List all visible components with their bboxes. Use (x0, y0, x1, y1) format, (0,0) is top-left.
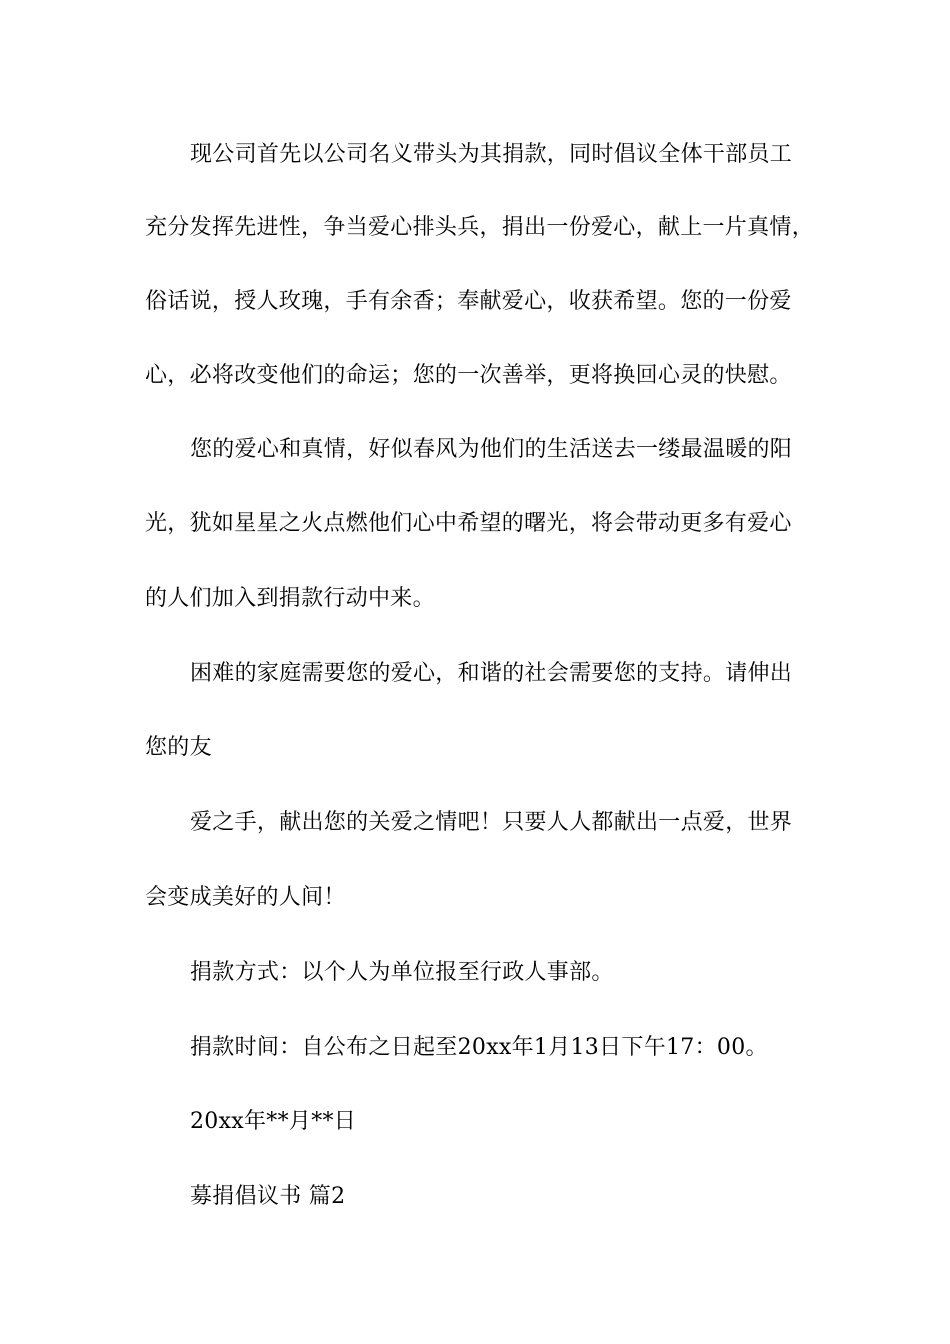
donation-time-line: 捐款时间：自公布之日起至20xx年1月13日下午17：00。 (190, 1035, 768, 1060)
paragraph-line: 您的爱心和真情，好似春风为他们的生活送去一缕最温暖的阳 (190, 437, 793, 462)
paragraph-line: 困难的家庭需要您的爱心，和谐的社会需要您的支持。请伸出 (190, 661, 793, 686)
section-heading: 募捐倡议书 篇2 (190, 1184, 346, 1209)
paragraph-line: 您的友 (145, 735, 212, 760)
paragraph-line: 爱之手，献出您的关爱之情吧！只要人人都献出一点爱，世界 (190, 810, 793, 835)
paragraph-line: 俗话说，授人玫瑰，手有余香；奉献爱心，收获希望。您的一份爱 (145, 289, 792, 314)
paragraph-line: 现公司首先以公司名义带头为其捐款，同时倡议全体干部员工 (190, 142, 793, 167)
paragraph-line: 充分发挥先进性，争当爱心排头兵，捐出一份爱心，献上一片真情， (145, 215, 815, 240)
paragraph-line: 会变成美好的人间！ (145, 885, 346, 910)
donation-method-line: 捐款方式：以个人为单位报至行政人事部。 (190, 960, 614, 985)
paragraph-line: 光，犹如星星之火点燃他们心中希望的曙光，将会带动更多有爱心 (145, 511, 792, 536)
paragraph-line: 的人们加入到捐款行动中来。 (145, 586, 435, 611)
paragraph-line: 心，必将改变他们的命运；您的一次善举，更将换回心灵的快慰。 (145, 363, 792, 388)
date-line: 20xx年**月**日 (190, 1109, 357, 1134)
